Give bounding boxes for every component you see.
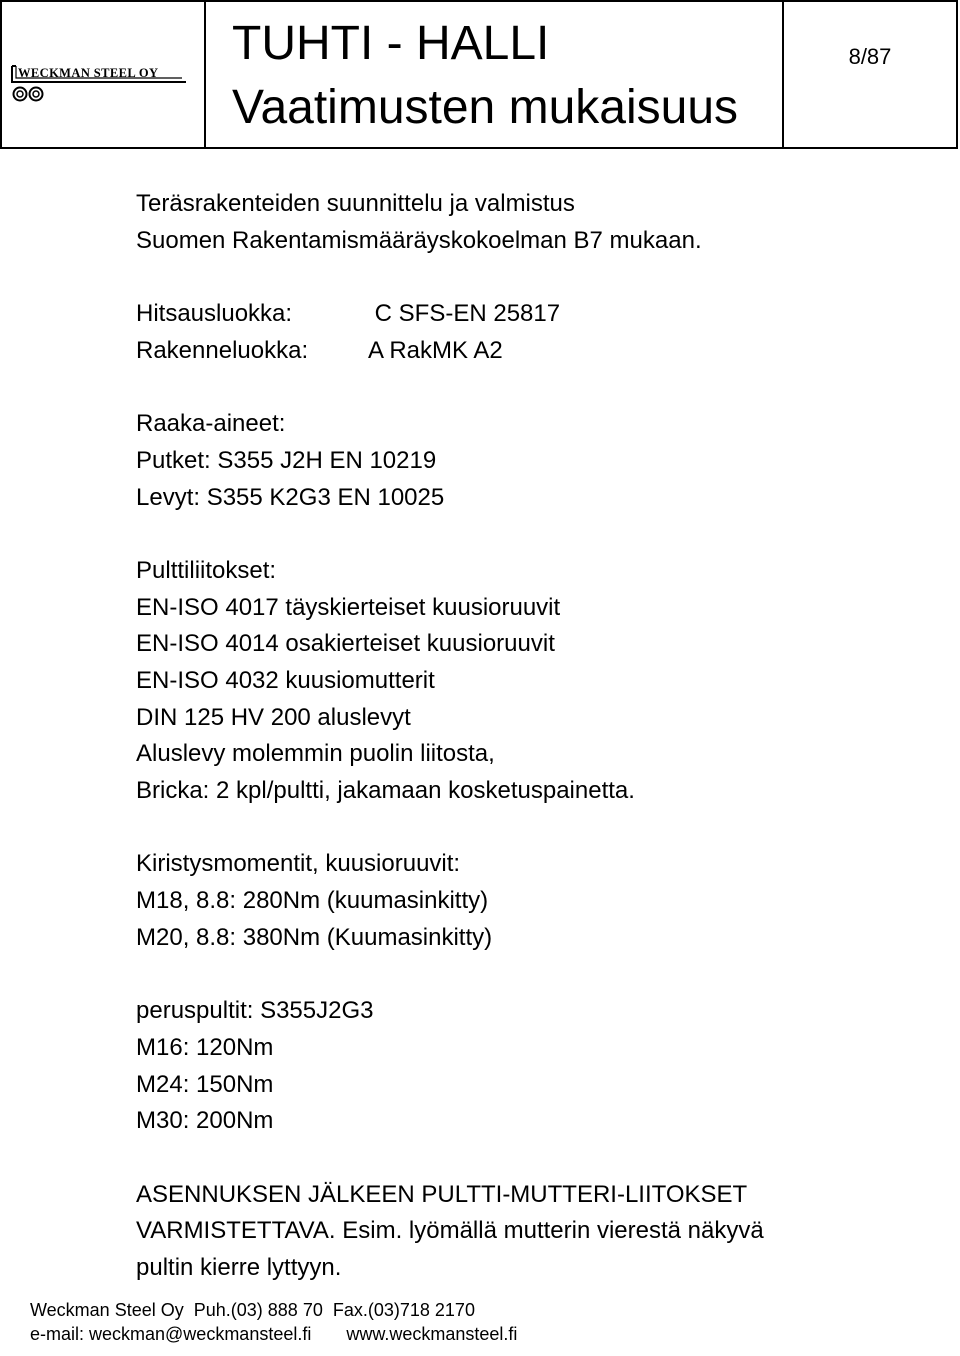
bolts-item: DIN 125 HV 200 aluslevyt [136, 703, 411, 731]
torque-item: M20, 8.8: 380Nm (Kuumasinkitty) [136, 923, 493, 951]
footer-fax: Fax.(03)718 2170 [332, 1300, 475, 1320]
torque-item: M18, 8.8: 280Nm (kuumasinkitty) [136, 887, 489, 915]
document-subtitle: Vaatimusten mukaisuus [232, 81, 739, 134]
document-title: TUHTI - HALLI [232, 17, 550, 70]
document-header [0, 0, 958, 149]
materials-item: Levyt: S355 K2G3 EN 10025 [136, 483, 445, 511]
note-line: ASENNUKSEN JÄLKEEN PULTTI-MUTTERI-LIITOKSET [136, 1180, 748, 1208]
class-key: Rakenneluokka: [136, 336, 309, 364]
footer-company: Weckman Steel Oy [30, 1300, 184, 1320]
bolts-item: EN-ISO 4014 osakierteiset kuusioruuvit [136, 630, 555, 658]
class-row [136, 296, 936, 333]
foundation-item: M30: 200Nm [136, 1107, 274, 1135]
bolts-item: Bricka: 2 kpl/pultti, jakamaan kosketuspainetta. [136, 777, 635, 804]
logo-text: WECKMAN STEEL OY [18, 66, 159, 80]
bolts-item: EN-ISO 4032 kuusiomutterit [136, 666, 435, 694]
logo-cell [2, 2, 206, 147]
page-number: 8/87 [848, 44, 892, 69]
note-line: VARMISTETTAVA. Esim. lyömällä mutterin vierestä näkyvä [136, 1217, 764, 1245]
document-footer [30, 1298, 517, 1346]
class-key: Hitsausluokka: [136, 300, 293, 328]
torque-heading: Kiristysmomentit, kuusioruuvit: [136, 850, 461, 878]
materials-heading: Raaka-aineet: [136, 410, 286, 438]
class-value: C SFS-EN 25817 [368, 300, 561, 328]
foundation-item: M24: 150Nm [136, 1070, 274, 1098]
note-line: pultin kierre lyttyyn. [136, 1253, 342, 1281]
company-logo [10, 64, 200, 104]
document-body [136, 186, 936, 1287]
title-cell [206, 2, 784, 147]
footer-email: e-mail: weckman@weckmansteel.fi [30, 1324, 312, 1344]
footer-phone: Puh.(03) 888 70 [193, 1300, 323, 1320]
footer-website: www.weckmansteel.fi [346, 1324, 518, 1344]
bolts-item: Aluslevy molemmin puolin liitosta, [136, 740, 495, 768]
page-cell [784, 2, 956, 147]
intro-line: Suomen Rakentamismääräyskokoelman B7 mukaan. [136, 226, 702, 254]
footer-web-line [30, 1322, 517, 1346]
foundation-heading: peruspultit: S355J2G3 [136, 997, 374, 1025]
materials-item: Putket: S355 J2H EN 10219 [136, 446, 437, 474]
foundation-item: M16: 120Nm [136, 1033, 274, 1061]
bolts-heading: Pulttiliitokset: [136, 556, 277, 584]
intro-line: Teräsrakenteiden suunnittelu ja valmistus [136, 190, 575, 217]
class-row [136, 333, 936, 370]
bolts-item: EN-ISO 4017 täyskierteiset kuusioruuvit [136, 593, 561, 621]
footer-contact-line [30, 1298, 517, 1322]
class-value: A RakMK A2 [368, 336, 503, 364]
